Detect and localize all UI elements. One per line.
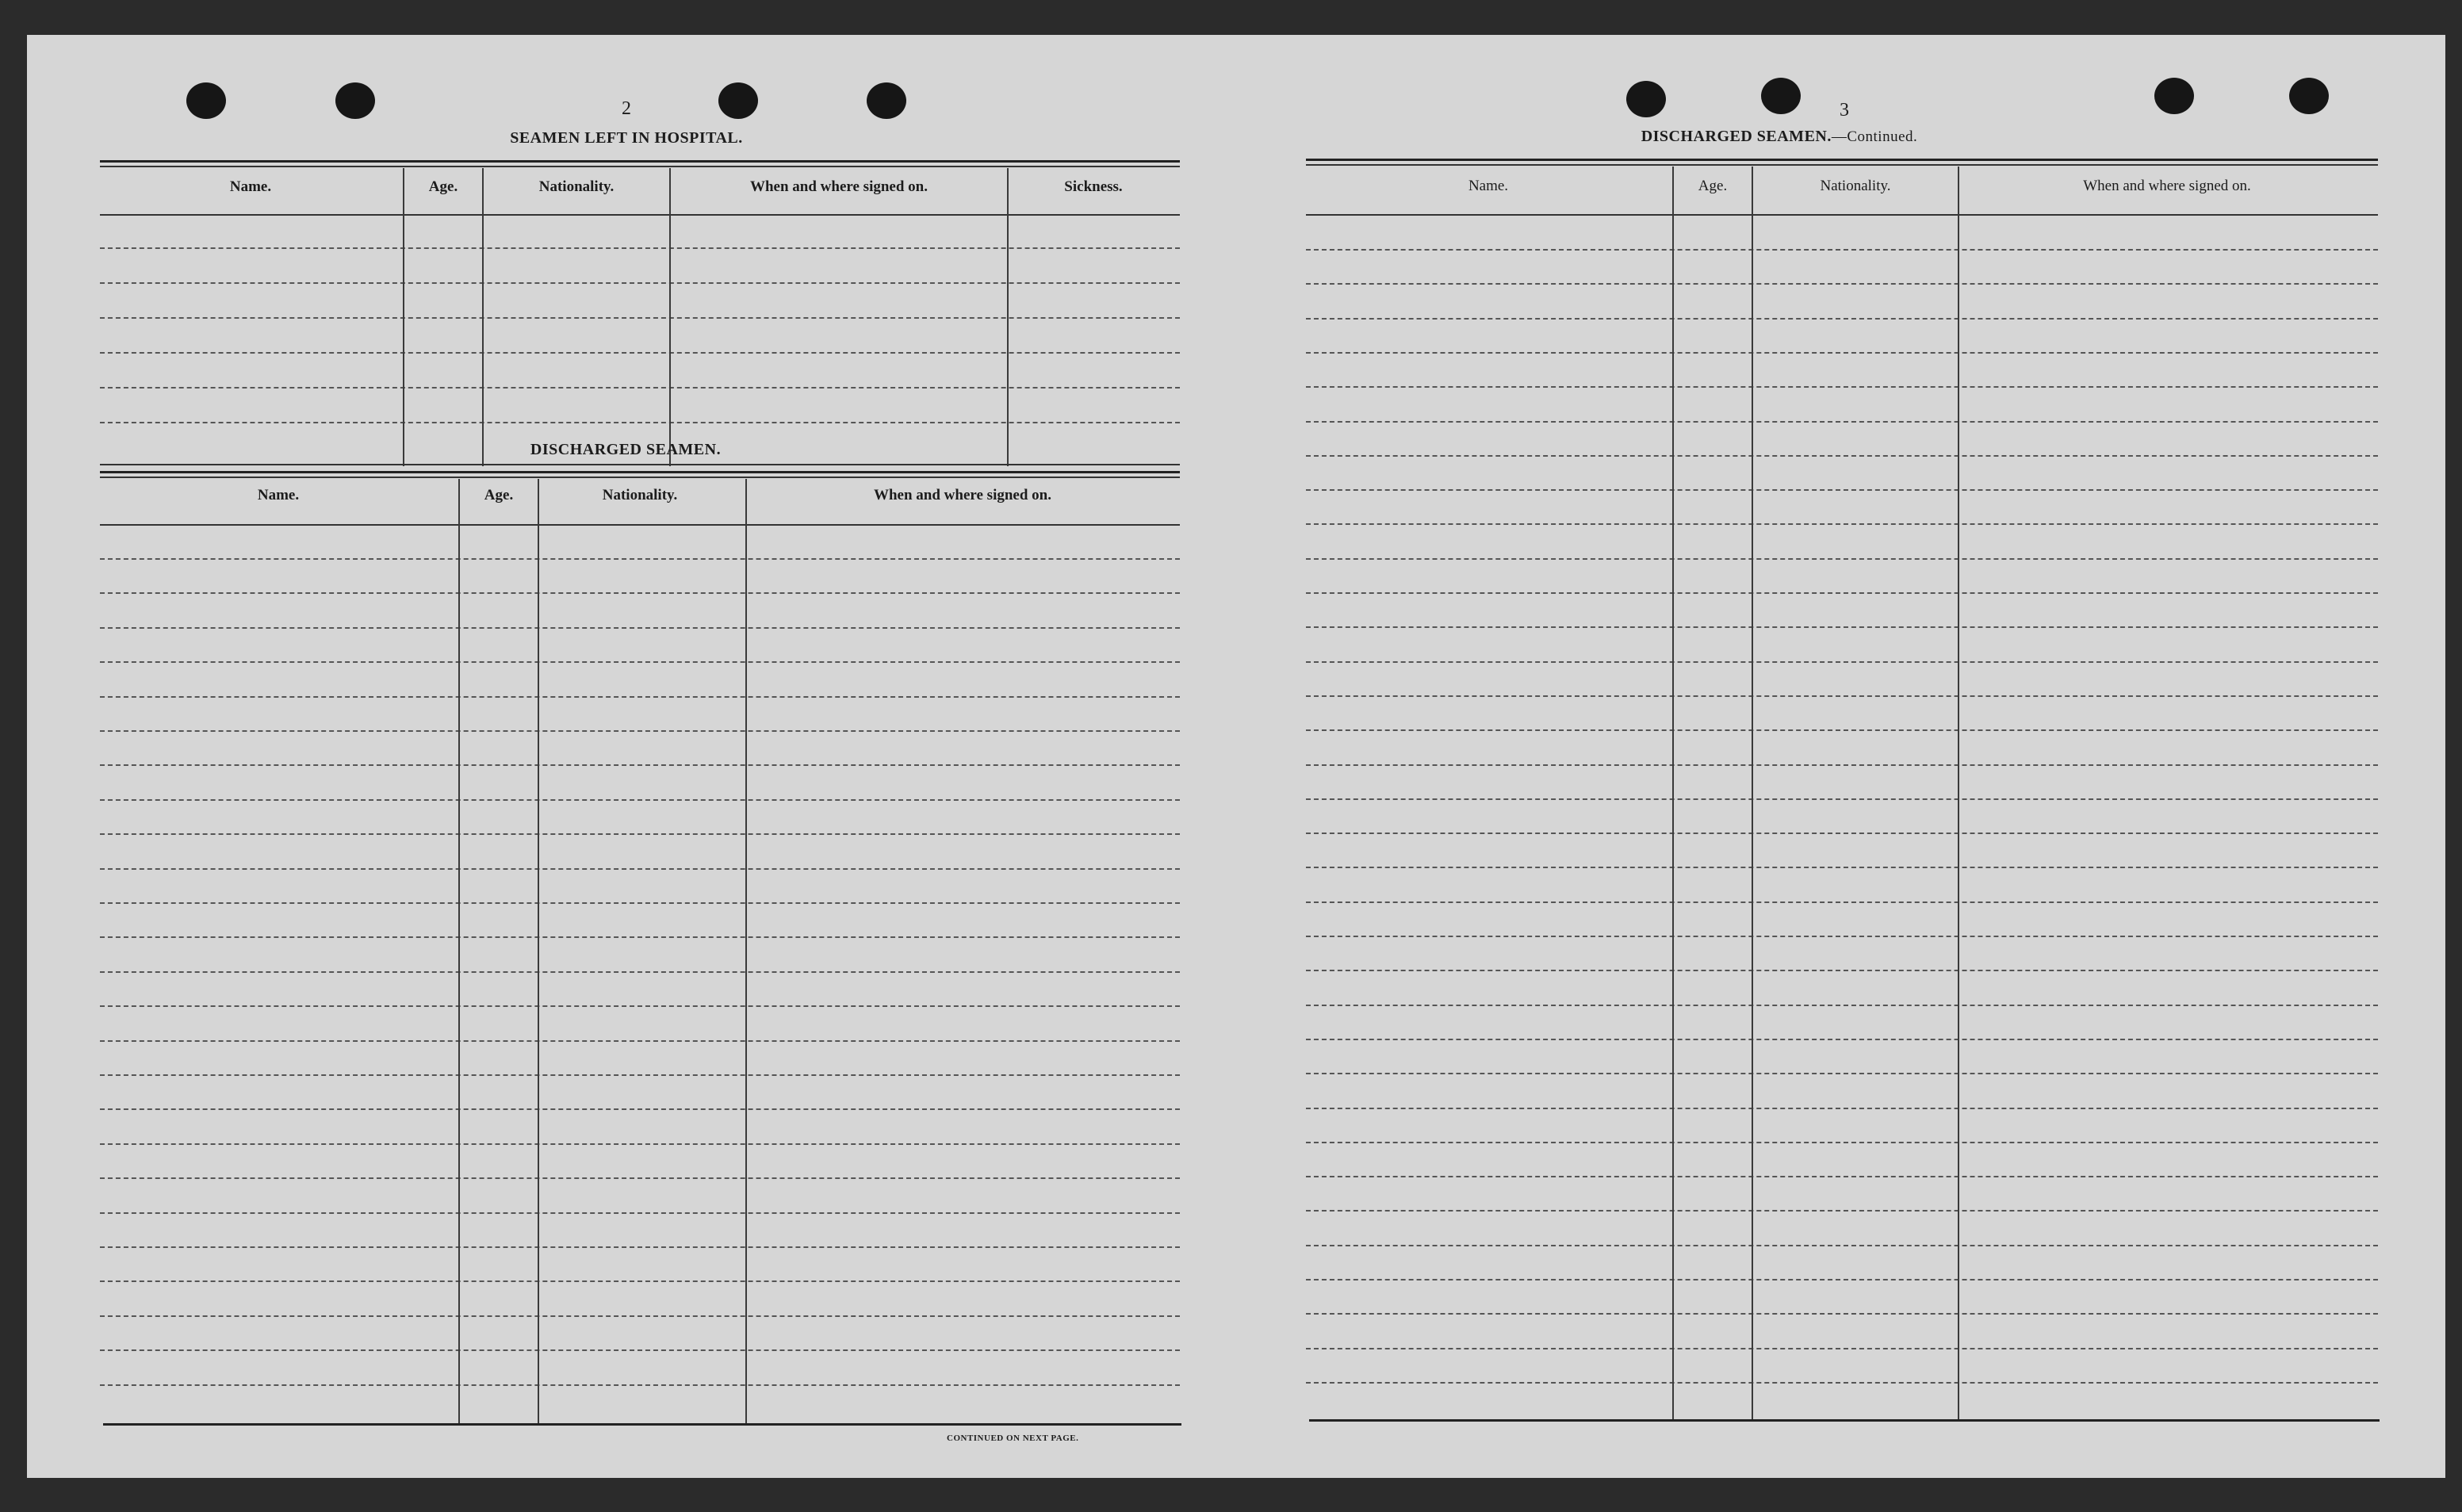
ruled-entry-line <box>100 352 1180 354</box>
continued-col-divider <box>1958 167 1959 1419</box>
hospital-col-divider <box>1007 168 1009 466</box>
ruled-entry-line <box>100 558 1180 560</box>
continued-table-top-rule <box>1306 159 2378 161</box>
ruled-entry-line <box>100 247 1180 249</box>
ruled-entry-line <box>100 1315 1180 1317</box>
ruled-entry-line <box>100 422 1180 423</box>
discharged-col-age: Age. <box>484 487 514 503</box>
record-sheet <box>27 35 2445 1478</box>
continued-col-signed-on: When and where signed on. <box>2083 178 2251 194</box>
hospital-table-top-rule <box>100 160 1180 163</box>
ruled-entry-line <box>100 902 1180 904</box>
hospital-col-divider <box>482 168 484 466</box>
discharged-header-rule <box>100 524 1180 526</box>
ruled-entry-line <box>1306 1279 2378 1280</box>
punch-hole <box>867 82 906 119</box>
ruled-entry-line <box>1306 318 2378 320</box>
discharged-table-top-rule <box>100 471 1180 473</box>
continued-table-bottom-rule <box>1309 1419 2380 1422</box>
hospital-col-name: Name. <box>229 178 272 195</box>
ruled-entry-line <box>1306 1348 2378 1349</box>
ruled-entry-line <box>1306 833 2378 834</box>
ruled-entry-line <box>100 317 1180 319</box>
ruled-entry-line <box>1306 661 2378 663</box>
ruled-entry-line <box>100 282 1180 284</box>
ruled-entry-line <box>1306 592 2378 594</box>
discharged-table-top-rule-2 <box>100 477 1180 478</box>
ruled-entry-line <box>1306 1176 2378 1177</box>
ruled-entry-line <box>1306 1245 2378 1246</box>
continued-section-title-main: DISCHARGED SEAMEN. <box>1641 128 1832 145</box>
continued-col-divider <box>1752 167 1753 1419</box>
ruled-entry-line <box>100 1108 1180 1110</box>
ruled-entry-line <box>1306 249 2378 251</box>
hospital-col-signed-on: When and where signed on. <box>749 178 928 195</box>
ruled-entry-line <box>1306 764 2378 766</box>
ruled-entry-line <box>1306 936 2378 937</box>
hospital-table-top-rule-2 <box>100 166 1180 167</box>
ruled-entry-line <box>1306 1313 2378 1315</box>
ruled-entry-line <box>1306 695 2378 697</box>
hospital-col-divider <box>403 168 404 466</box>
punch-hole <box>1626 81 1666 117</box>
continued-col-nationality: Nationality. <box>1820 178 1891 194</box>
continued-section-title-suffix: —Continued. <box>1831 128 1918 145</box>
ruled-entry-line <box>100 387 1180 389</box>
ruled-entry-line <box>1306 1108 2378 1109</box>
hospital-col-age: Age. <box>428 178 458 195</box>
ruled-entry-line <box>100 936 1180 938</box>
ruled-entry-line <box>1306 523 2378 525</box>
punch-hole <box>2154 78 2194 114</box>
ruled-entry-line <box>1306 729 2378 731</box>
page-number-right: 3 <box>1840 100 1849 121</box>
discharged-col-divider <box>458 479 460 1423</box>
ruled-entry-line <box>1306 1073 2378 1074</box>
ruled-entry-line <box>100 592 1180 594</box>
punch-hole <box>718 82 758 119</box>
ruled-entry-line <box>100 1280 1180 1282</box>
ruled-entry-line <box>100 1384 1180 1386</box>
ruled-entry-line <box>1306 386 2378 388</box>
ruled-entry-line <box>100 730 1180 732</box>
continued-note: CONTINUED ON NEXT PAGE. <box>947 1434 1079 1443</box>
ruled-entry-line <box>100 868 1180 870</box>
ruled-entry-line <box>1306 901 2378 903</box>
punch-hole <box>186 82 226 119</box>
ruled-entry-line <box>100 1246 1180 1248</box>
ruled-entry-line <box>1306 1005 2378 1006</box>
ruled-entry-line <box>1306 421 2378 423</box>
ruled-entry-line <box>1306 1382 2378 1384</box>
ruled-entry-line <box>100 627 1180 629</box>
discharged-col-name: Name. <box>257 487 300 503</box>
ruled-entry-line <box>1306 1142 2378 1143</box>
ruled-entry-line <box>1306 1039 2378 1040</box>
continued-table-top-rule-2 <box>1306 164 2378 166</box>
punch-hole <box>2289 78 2329 114</box>
ruled-entry-line <box>1306 352 2378 354</box>
punch-hole <box>1761 78 1801 114</box>
ruled-entry-line <box>100 971 1180 973</box>
page-number-left: 2 <box>622 98 631 119</box>
discharged-col-signed-on: When and where signed on. <box>873 487 1051 503</box>
ruled-entry-line <box>100 1349 1180 1351</box>
continued-col-divider <box>1672 167 1674 1419</box>
continued-header-rule <box>1306 214 2378 216</box>
ruled-entry-line <box>100 799 1180 801</box>
ruled-entry-line <box>1306 798 2378 800</box>
ruled-entry-line <box>1306 558 2378 560</box>
ruled-entry-line <box>1306 455 2378 457</box>
ruled-entry-line <box>100 1005 1180 1007</box>
discharged-section-title: DISCHARGED SEAMEN. <box>530 441 722 458</box>
continued-section-title <box>1581 128 1978 146</box>
ruled-entry-line <box>1306 489 2378 491</box>
ruled-entry-line <box>100 1212 1180 1214</box>
continued-col-age: Age. <box>1698 178 1728 194</box>
hospital-col-nationality: Nationality. <box>538 178 615 195</box>
discharged-col-divider <box>538 479 539 1423</box>
ruled-entry-line <box>100 696 1180 698</box>
hospital-col-sickness: Sickness. <box>1064 178 1123 195</box>
ruled-entry-line <box>1306 867 2378 868</box>
hospital-col-divider <box>669 168 671 466</box>
ruled-entry-line <box>1306 1210 2378 1212</box>
discharged-col-divider <box>745 479 747 1423</box>
ruled-entry-line <box>1306 626 2378 628</box>
ruled-entry-line <box>100 1040 1180 1042</box>
hospital-table-bottom-rule <box>100 464 1180 465</box>
ruled-entry-line <box>1306 970 2378 971</box>
hospital-section-title: SEAMEN LEFT IN HOSPITAL. <box>510 129 743 147</box>
discharged-col-nationality: Nationality. <box>602 487 678 503</box>
continued-col-name: Name. <box>1468 178 1509 194</box>
hospital-header-rule <box>100 214 1180 216</box>
ruled-entry-line <box>100 1074 1180 1076</box>
ruled-entry-line <box>100 1177 1180 1179</box>
ruled-entry-line <box>100 764 1180 766</box>
ruled-entry-line <box>1306 283 2378 285</box>
ruled-entry-line <box>100 661 1180 663</box>
ruled-entry-line <box>100 833 1180 835</box>
punch-hole <box>335 82 375 119</box>
discharged-table-bottom-rule <box>103 1423 1181 1426</box>
ruled-entry-line <box>100 1143 1180 1145</box>
